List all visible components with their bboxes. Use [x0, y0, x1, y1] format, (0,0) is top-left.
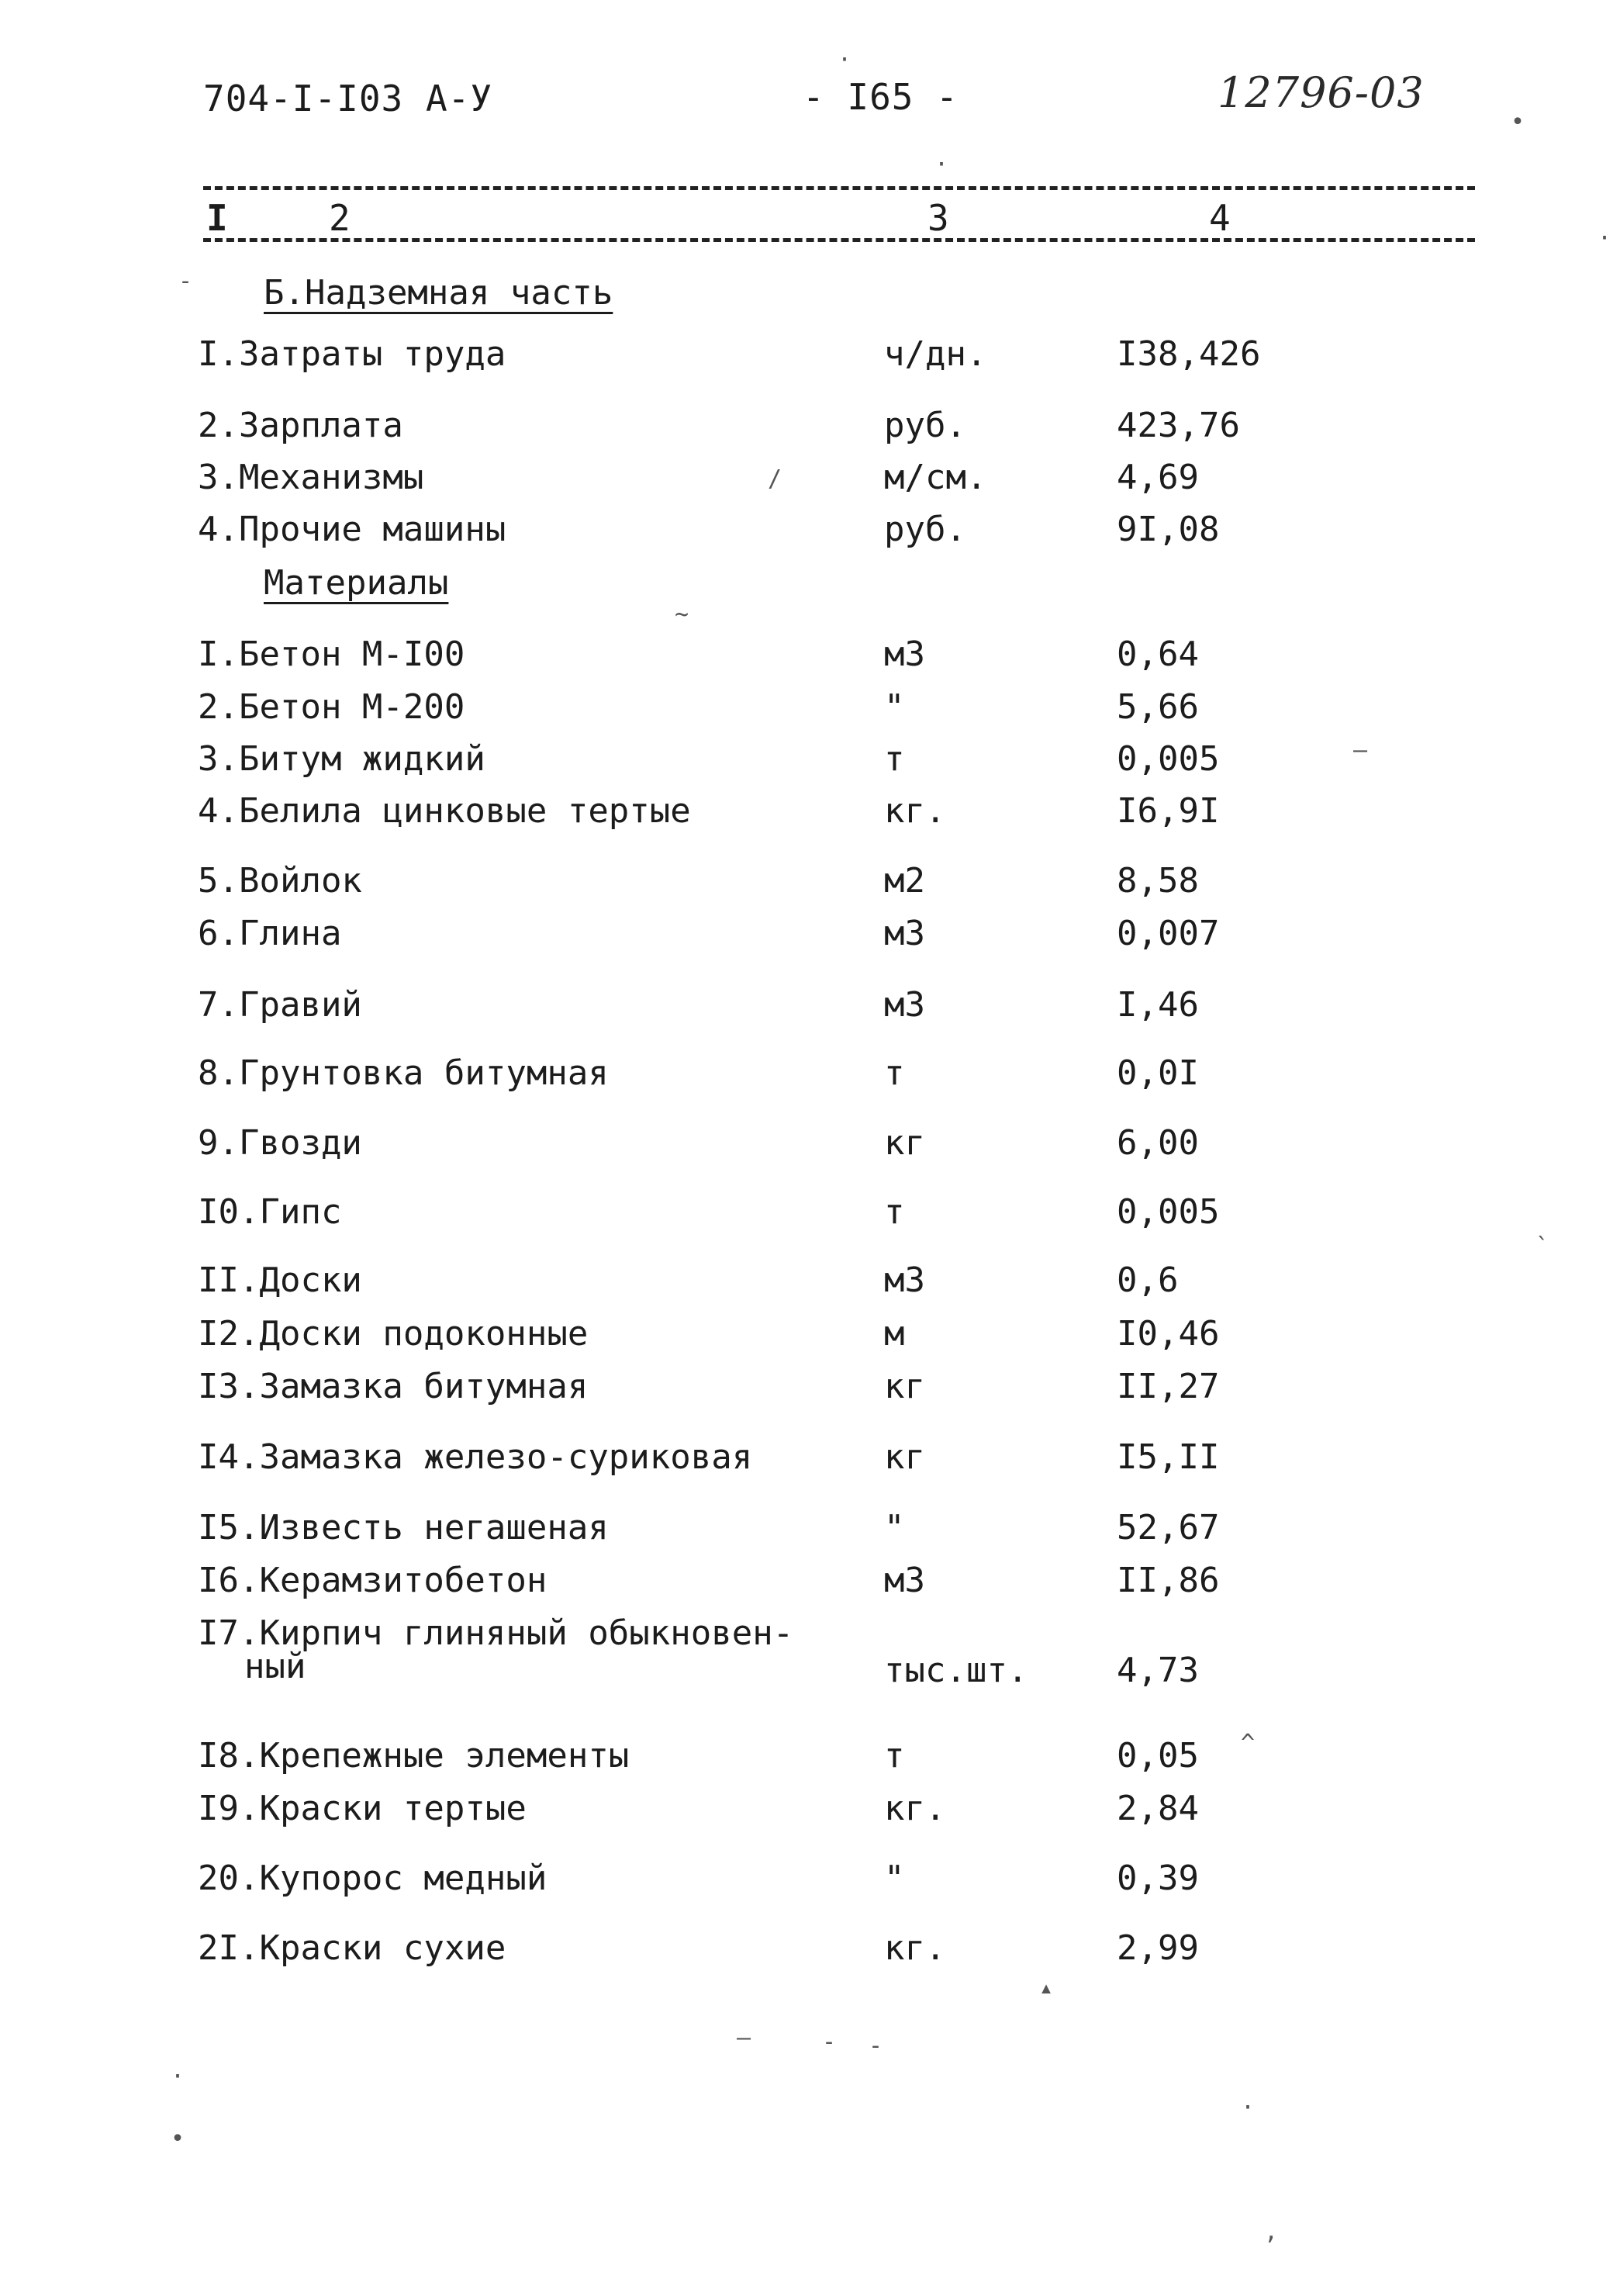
row-name: 6.Глина: [198, 914, 342, 953]
table-row: [0, 1509, 1620, 1556]
row-unit: т: [884, 1736, 905, 1776]
row-unit: ": [884, 1508, 905, 1547]
row-name: II.Доски: [198, 1260, 362, 1300]
table-row: [0, 1055, 1620, 1101]
row-name: I.Бетон М-I00: [198, 635, 465, 674]
row-unit: м3: [884, 914, 925, 953]
scan-speck: •: [171, 2125, 185, 2152]
table-row: [0, 1262, 1620, 1309]
table-row: [0, 1316, 1620, 1362]
row-unit: кг: [884, 1367, 925, 1406]
row-name: 3.Битум жидкий: [198, 739, 485, 779]
row-value: I5,II: [1117, 1437, 1220, 1477]
row-name: 7.Гравий: [198, 985, 362, 1025]
handwritten-number: 12796-03: [1218, 68, 1425, 117]
row-name: 2.Бетон М-200: [198, 687, 465, 727]
scan-speck: -: [178, 268, 193, 295]
table-row: [0, 863, 1620, 909]
row-name: 2.Зарплата: [198, 406, 403, 445]
row-unit: м3: [884, 1561, 925, 1600]
column-number-2: 2: [326, 200, 354, 236]
section-title-materials: Материалы: [264, 563, 449, 603]
row-value: 0,007: [1117, 914, 1220, 953]
table-row: [0, 1194, 1620, 1240]
row-value: I6,9I: [1117, 791, 1220, 831]
table-row: [0, 407, 1620, 454]
row-value: II,27: [1117, 1367, 1220, 1406]
row-value: 0,005: [1117, 739, 1220, 779]
scan-speck: -: [822, 2028, 837, 2056]
scan-speck: ▴: [1039, 1974, 1054, 2001]
row-value: 8,58: [1117, 861, 1199, 901]
column-number-1: I: [203, 200, 231, 236]
row-value: 9I,08: [1117, 510, 1220, 549]
row-unit: т: [884, 739, 905, 779]
row-name: I0.Гипс: [198, 1192, 342, 1232]
row-unit: м3: [884, 635, 925, 674]
row-value: I38,426: [1117, 334, 1261, 374]
row-value: 0,39: [1117, 1859, 1199, 1898]
scan-speck: ·: [934, 151, 949, 178]
row-name-line1: I7.Кирпич глиняный обыкновен-: [198, 1613, 794, 1653]
row-value: 2,99: [1117, 1928, 1199, 1968]
row-value: 4,69: [1117, 458, 1199, 497]
row-unit: м2: [884, 861, 925, 901]
table-header-dashed-rule: [203, 238, 1475, 242]
row-name: 8.Грунтовка битумная: [198, 1053, 609, 1093]
row-name: I5.Известь негашеная: [198, 1508, 609, 1547]
row-unit: тыс.шт.: [884, 1651, 1028, 1690]
scan-speck: ~: [675, 601, 689, 628]
table-row: [0, 336, 1620, 382]
table-row: [0, 915, 1620, 962]
table-row: [0, 1738, 1620, 1784]
row-unit: кг: [884, 1437, 925, 1477]
table-row: [0, 689, 1620, 735]
row-value: 5,66: [1117, 687, 1199, 727]
row-name: I3.Замазка битумная: [198, 1367, 589, 1406]
row-value: 6,00: [1117, 1123, 1199, 1163]
row-name: I8.Крепежные элементы: [198, 1736, 630, 1776]
row-name: [198, 1613, 794, 1686]
table-row: [0, 1615, 1620, 1700]
row-name: 5.Войлок: [198, 861, 362, 901]
scan-speck: ^: [1241, 1730, 1256, 1757]
table-row: [0, 1790, 1620, 1837]
table-row: [0, 1439, 1620, 1485]
row-name: 2I.Краски сухие: [198, 1928, 506, 1968]
scan-speck: ·: [1241, 2094, 1256, 2121]
row-name: I9.Краски тертые: [198, 1789, 527, 1828]
row-unit: руб.: [884, 406, 966, 445]
table-row: [0, 511, 1620, 558]
table-row: [0, 1562, 1620, 1609]
scan-speck: —: [737, 2025, 751, 2052]
table-row: [0, 1125, 1620, 1171]
row-unit: кг: [884, 1123, 925, 1163]
row-value: 52,67: [1117, 1508, 1220, 1547]
row-value: II,86: [1117, 1561, 1220, 1600]
row-value: I0,46: [1117, 1314, 1220, 1354]
row-name: 4.Белила цинковые тертые: [198, 791, 691, 831]
row-unit: т: [884, 1192, 905, 1232]
row-unit: т: [884, 1053, 905, 1093]
row-value: 0,6: [1117, 1260, 1179, 1300]
row-name: 3.Механизмы: [198, 458, 424, 497]
row-value: I,46: [1117, 985, 1199, 1025]
section-title-above-ground: Б.Надземная часть: [264, 273, 613, 313]
row-name-line2: ный: [244, 1647, 306, 1686]
doc-code: 704-I-I03 А-У: [203, 78, 493, 119]
column-number-3: 3: [924, 200, 952, 236]
scan-speck: /: [768, 465, 782, 493]
row-value: 0,64: [1117, 635, 1199, 674]
row-unit: ": [884, 687, 905, 727]
row-name: I4.Замазка железо-суриковая: [198, 1437, 753, 1477]
scan-speck: ·: [838, 47, 852, 74]
row-value: 4,73: [1117, 1651, 1199, 1690]
column-number-4: 4: [1206, 200, 1234, 236]
row-name: 20.Купорос медный: [198, 1859, 547, 1898]
row-unit: кг.: [884, 1928, 946, 1968]
row-unit: руб.: [884, 510, 966, 549]
row-value: 0,0I: [1117, 1053, 1199, 1093]
scan-speck: ·: [1598, 225, 1612, 252]
table-row: [0, 1930, 1620, 1976]
row-unit: м3: [884, 1260, 925, 1300]
row-value: 423,76: [1117, 406, 1240, 445]
row-unit: ": [884, 1859, 905, 1898]
table-row: [0, 636, 1620, 683]
scan-speck: -: [869, 2032, 883, 2059]
row-name: I2.Доски подоконные: [198, 1314, 589, 1354]
scan-speck: •: [1511, 109, 1525, 136]
table-top-dashed-rule: [203, 186, 1475, 190]
row-unit: кг.: [884, 791, 946, 831]
row-name: 9.Гвозди: [198, 1123, 362, 1163]
row-value: 0,05: [1117, 1736, 1199, 1776]
page-number: - I65 -: [803, 76, 959, 118]
row-name: I.Затраты труда: [198, 334, 506, 374]
scan-speck: ·: [171, 2063, 185, 2090]
row-unit: м3: [884, 985, 925, 1025]
scan-speck: `: [1535, 1233, 1550, 1260]
table-row: [0, 459, 1620, 506]
row-name: 4.Прочие машины: [198, 510, 506, 549]
table-row: [0, 793, 1620, 839]
row-name: I6.Керамзитобетон: [198, 1561, 547, 1600]
row-value: 0,005: [1117, 1192, 1220, 1232]
row-value: 2,84: [1117, 1789, 1199, 1828]
row-unit: м: [884, 1314, 905, 1354]
table-row: [0, 987, 1620, 1033]
table-row: [0, 1860, 1620, 1907]
scan-speck: —: [1353, 737, 1368, 764]
table-row: [0, 741, 1620, 787]
table-row: [0, 1368, 1620, 1415]
row-unit: кг.: [884, 1789, 946, 1828]
scan-speck: ,: [1264, 2218, 1279, 2246]
row-unit: м/см.: [884, 458, 987, 497]
row-unit: ч/дн.: [884, 334, 987, 374]
